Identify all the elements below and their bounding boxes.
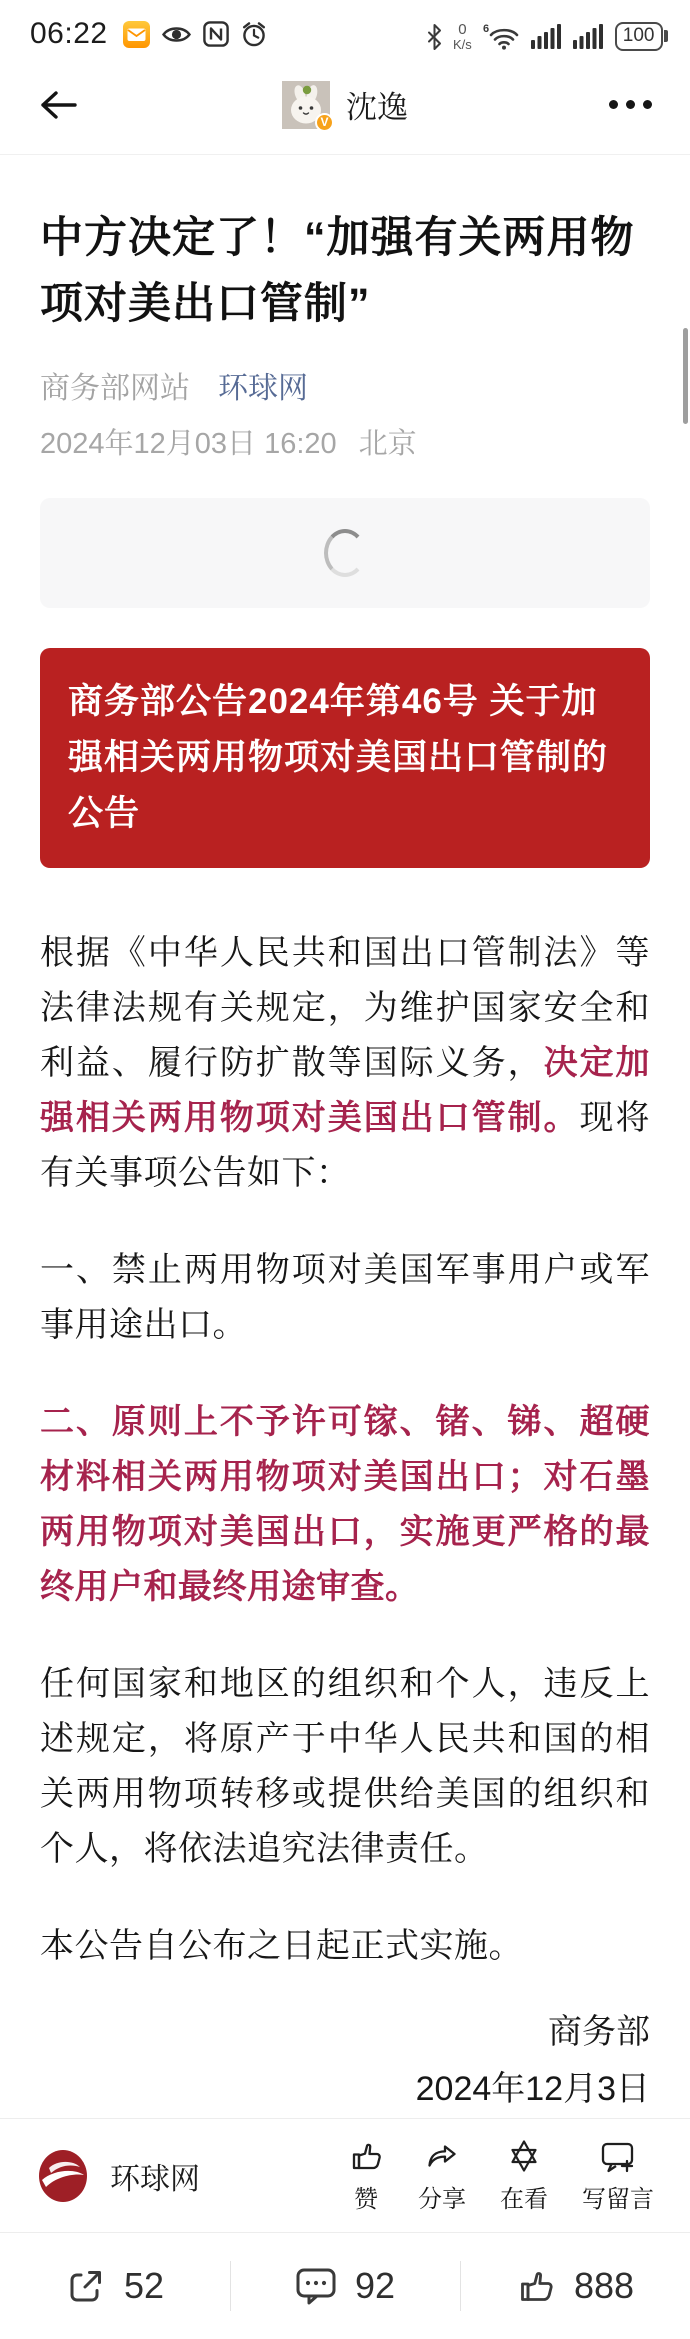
thumbs-up-icon xyxy=(348,2138,384,2174)
paragraph: 一、禁止两用物项对美国军事用户或军事用途出口。 xyxy=(40,1251,650,1344)
account-name: 环球网 xyxy=(110,2162,200,2196)
svg-text:6: 6 xyxy=(482,23,489,35)
share-arrow-icon xyxy=(424,2138,460,2174)
publish-location: 北京 xyxy=(358,428,417,460)
mail-app-icon xyxy=(123,21,150,48)
alarm-icon xyxy=(240,20,268,48)
more-menu-button[interactable] xyxy=(607,90,654,119)
status-bar xyxy=(0,0,690,55)
wow-action[interactable]: 在看 xyxy=(500,2138,548,2214)
author-name: 沈逸 xyxy=(346,90,408,125)
verified-badge: V xyxy=(315,113,334,132)
network-speed: 0 K/s xyxy=(453,21,472,52)
forward-count: 52 xyxy=(123,2265,165,2306)
source-account-link[interactable]: 环球网 xyxy=(218,372,308,405)
forward-button[interactable] xyxy=(0,2233,230,2339)
article-content xyxy=(0,155,690,2118)
source-site: 商务部网站 xyxy=(40,372,190,405)
write-comment-action[interactable]: 写留言 xyxy=(582,2138,654,2214)
like-button[interactable] xyxy=(460,2233,690,2339)
like-count: 888 xyxy=(573,2265,635,2306)
write-comment-icon xyxy=(599,2138,637,2174)
comments-button[interactable] xyxy=(230,2233,460,2339)
bottom-toolbar xyxy=(0,2232,690,2339)
eye-icon xyxy=(161,23,192,46)
comment-bubble-icon xyxy=(295,2266,337,2306)
signal-icon xyxy=(573,24,604,49)
notice-banner: 商务部公告2024年第46号 关于加强相关两用物项对美国出口管制的公告 xyxy=(40,648,650,868)
comment-count: 92 xyxy=(354,2265,396,2306)
globe-logo-icon xyxy=(36,2148,90,2204)
signature-name: 商务部 xyxy=(548,2013,650,2051)
publish-info xyxy=(40,421,650,462)
loading-image[interactable] xyxy=(40,498,650,608)
signature-date: 2024年12月3日 xyxy=(415,2070,650,2108)
loading-spinner-icon xyxy=(324,529,366,577)
paragraph-emphasis: 二、原则上不予许可镓、锗、锑、超硬材料相关两用物项对美国出口；对石墨两用物项对美国出口，实施更严格的最终用户和最终用途审查。 xyxy=(40,1403,650,1606)
author-profile[interactable] xyxy=(282,81,408,129)
paragraph: 本公告自公布之日起正式实施。 xyxy=(40,1927,523,1965)
back-button[interactable] xyxy=(36,88,78,122)
battery-level: 100 xyxy=(615,22,663,51)
account-link[interactable] xyxy=(36,2148,200,2204)
nfc-icon xyxy=(203,21,229,47)
external-share-icon xyxy=(66,2266,106,2306)
bluetooth-icon xyxy=(427,24,442,50)
status-time: 06:22 xyxy=(30,17,108,50)
source-row xyxy=(40,363,650,407)
signature xyxy=(40,2004,650,2118)
wifi6-icon xyxy=(483,23,520,50)
scrollbar-thumb[interactable] xyxy=(683,328,688,424)
thumbs-up-icon xyxy=(516,2266,556,2306)
nav-bar xyxy=(0,55,690,155)
publish-datetime: 2024年12月03日 16:20 xyxy=(40,428,337,460)
account-action-bar xyxy=(0,2118,690,2232)
like-action[interactable]: 赞 xyxy=(348,2138,384,2214)
wow-flower-icon xyxy=(506,2138,542,2174)
emphasis-text: 决定加强相关两用物项对美国出口管制。 xyxy=(40,1044,650,1137)
battery-icon xyxy=(615,22,668,51)
article-title: 中方决定了！“加强有关两用物项对美出口管制” xyxy=(40,214,635,328)
signal-icon xyxy=(531,24,562,49)
paragraph: 任何国家和地区的组织和个人，违反上述规定，将原产于中华人民共和国的相关两用物项转移或提供给美国的组织和个人，将依法追究法律责任。 xyxy=(40,1665,650,1868)
paragraph: 根据《中华人民共和国出口管制法》等法律法规有关规定，为维护国家安全和利益、履行防扩散等国际义务，决定加强相关两用物项对美国出口管制。现将有关事项公告如下： xyxy=(40,934,650,1192)
share-action[interactable]: 分享 xyxy=(418,2138,466,2214)
